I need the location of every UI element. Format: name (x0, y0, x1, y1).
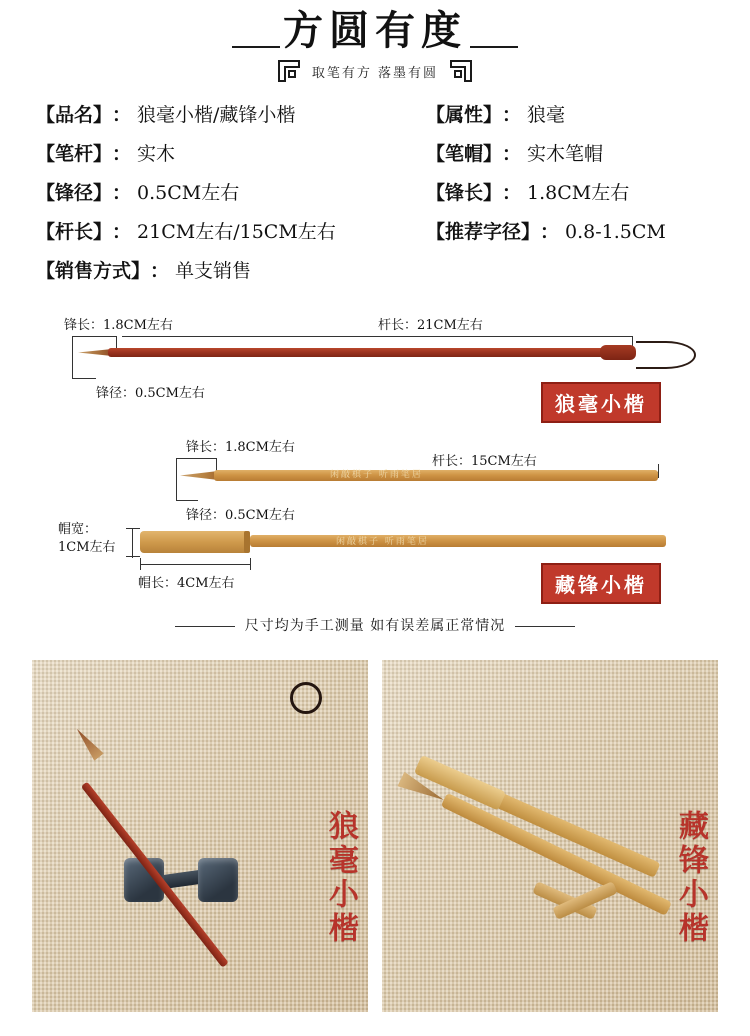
spec-colon: ： (112, 143, 132, 165)
cap-width-value: 1CM左右 (58, 540, 116, 555)
title-rule-left (232, 46, 280, 48)
page-header (0, 8, 750, 84)
page-subtitle: 取笔有方 落墨有圆 (311, 65, 439, 81)
spec-value: 狼毫小楷/藏锋小楷 (137, 104, 296, 126)
bamboo-brush-rest (532, 882, 624, 922)
measure-tick (132, 528, 133, 558)
brush1-tip-diameter-label: 锋径：0.5CM左右 (96, 386, 205, 401)
capped-brush-engraving: 闲敲棋子 听雨笔居 (336, 537, 429, 547)
capped-brush-shaft (250, 535, 666, 547)
brush2-tip (180, 471, 218, 480)
spec-row (36, 217, 722, 244)
title-rule-right (470, 46, 518, 48)
photo-gallery (32, 660, 718, 1012)
spec-list (36, 100, 722, 295)
spec-key: 【销售方式】 (36, 260, 151, 282)
red-brush-tip (72, 725, 104, 761)
spec-item-shaft (36, 139, 426, 166)
spec-value: 21CM左右/15CM左右 (137, 221, 336, 243)
corner-ornament-icon (276, 58, 302, 84)
measure-tick (250, 558, 251, 570)
brush1-tip (78, 349, 112, 356)
measure-tick (176, 470, 177, 500)
cap-width-label: 帽宽： (58, 522, 98, 537)
spec-value: 实木笔帽 (527, 143, 604, 165)
spec-row (36, 178, 722, 205)
brush1-tip-length-label: 锋长：1.8CM左右 (64, 318, 173, 333)
spec-key: 【笔杆】 (36, 143, 113, 165)
brush2-shaft-length-label: 杆长：15CM左右 (432, 454, 537, 469)
spec-colon: ： (112, 221, 132, 243)
spec-colon: ： (540, 221, 560, 243)
photo-caption-bamboo: 藏锋小楷 (673, 810, 708, 946)
spec-value: 单支销售 (175, 260, 252, 282)
spec-key: 【推荐字径】 (426, 221, 541, 243)
spec-colon: ： (502, 182, 522, 204)
brush2-tip-length-label: 锋长：1.8CM左右 (186, 440, 295, 455)
spec-key: 【锋径】 (36, 182, 113, 204)
brush2-name-plate: 藏锋小楷 (541, 563, 661, 604)
spec-value: 狼毫 (527, 104, 566, 126)
spec-item-cap (426, 139, 722, 166)
measurement-note (0, 615, 750, 635)
dimension-diagram (0, 300, 750, 640)
spec-item-shaft-length (36, 217, 426, 244)
spec-key: 【杆长】 (36, 221, 113, 243)
spec-row (36, 139, 722, 166)
measure-tick (140, 558, 141, 570)
spec-item-recommended-char-size (426, 217, 722, 244)
red-brush-loop (290, 682, 322, 714)
brush1-name-plate: 狼毫小楷 (541, 382, 661, 423)
spec-colon: ： (112, 104, 132, 126)
spec-key: 【笔帽】 (426, 143, 503, 165)
brush1-band (600, 345, 636, 360)
spec-item-tip-diameter (36, 178, 426, 205)
spec-row (36, 256, 722, 283)
measure-line (176, 500, 198, 501)
spec-value: 1.8CM左右 (527, 182, 630, 204)
subtitle-row (0, 58, 750, 84)
brush1-hanging-loop (636, 341, 696, 369)
page-title: 方圆有度 (283, 7, 467, 54)
spec-row (36, 100, 722, 127)
photo-wolf-hair-brush (32, 660, 368, 1012)
note-rule-right (515, 626, 575, 627)
measure-tick (658, 464, 659, 478)
measure-line (176, 458, 216, 459)
spec-item-tip-length (426, 178, 722, 205)
spec-item-attribute (426, 100, 722, 127)
measure-tick (72, 346, 73, 378)
measure-line (72, 378, 96, 379)
measure-line (72, 336, 116, 337)
note-rule-left (175, 626, 235, 627)
spec-key: 【品名】 (36, 104, 113, 126)
cap-length-label: 帽长：4CM左右 (138, 576, 235, 591)
measure-line (126, 528, 140, 529)
spec-value: 0.8-1.5CM (565, 221, 666, 243)
brush2-engraving: 闲敲棋子 听雨笔居 (330, 470, 423, 480)
measure-line (126, 556, 140, 557)
brush2-tip-diameter-label: 锋径：0.5CM左右 (186, 508, 295, 523)
brush1-shaft (108, 348, 632, 357)
corner-ornament-icon-right (448, 58, 474, 84)
photo-caption-wolf-hair: 狼毫小楷 (323, 810, 358, 946)
spec-item-product-name (36, 100, 426, 127)
spec-colon: ： (150, 260, 170, 282)
measure-line (122, 336, 632, 337)
spec-value: 0.5CM左右 (137, 182, 240, 204)
note-text: 尺寸均为手工测量 如有误差属正常情况 (244, 618, 506, 634)
measure-line (140, 564, 250, 565)
photo-bamboo-brush (382, 660, 718, 1012)
brush2-shaft (214, 470, 658, 481)
brush1-shaft-length-label: 杆长：21CM左右 (378, 318, 483, 333)
spec-value: 实木 (137, 143, 176, 165)
spec-key: 【锋长】 (426, 182, 503, 204)
brush-rest-knob (198, 858, 238, 902)
spec-item-sales-method (36, 256, 426, 283)
spec-colon: ： (112, 182, 132, 204)
spec-colon: ： (502, 143, 522, 165)
brush-cap (140, 531, 250, 553)
spec-key: 【属性】 (426, 104, 503, 126)
spec-colon: ： (502, 104, 522, 126)
